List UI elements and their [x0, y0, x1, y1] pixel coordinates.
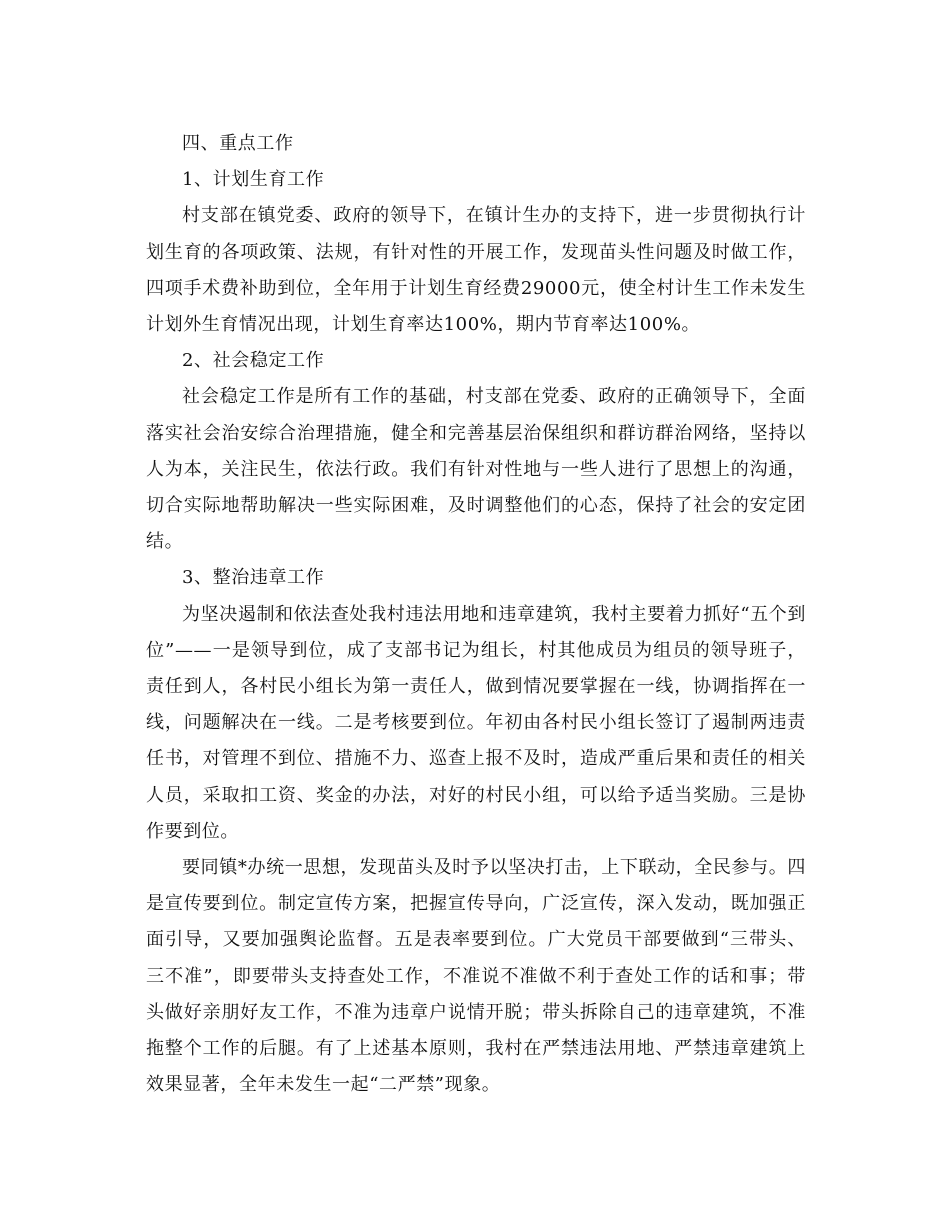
section-heading-key-work: 四、重点工作 [182, 133, 294, 154]
paragraph-five-in-place: 为坚决遏制和依法查处我村违法用地和违章建筑，我村主要着力抓好“五个到位”——一是领导到位，成了支部书记为组长，村其他成员为组员的领导班子，责任到人，各村民小组长为第一责任人，做到情况要掌握在一线，协调指挥在一线，问题解决在一线。二是考核要到位。年初由各村民小组长签订了遏制两违责任书，对管理不到位、措施不力、巡查上报不及时，造成严重后果和责任的相关人员，采取扣工资、奖金的办法，对好的村民小组，可以给予适当奖励。三是协作要到位。 [146, 603, 806, 842]
paragraph-unified-thinking: 要同镇*办统一思想，发现苗头及时予以坚决打击，上下联动，全民参与。四是宣传要到位。制定宣传方案，把握宣传导向，广泛宣传，深入发动，既加强正面引导，又要加强舆论监督。五是表率要到位。广大党员干部要做到“三带头、三不准”，即要带头支持查处工作，不准说不准做不利于查处工作的话和事；带头做好亲朋好友工作，不准为违章户说情开脱；带头拆除自己的违章建筑，不准拖整个工作的后腿。有了上述基本原则，我村在严禁违法用地、严禁违章建筑上效果显著，全年未发生一起“二严禁”现象。 [146, 857, 806, 1096]
subheading-family-planning: 1、计划生育工作 [182, 169, 325, 191]
document-body [146, 126, 806, 1103]
paragraph-social-stability: 社会稳定工作是所有工作的基础，村支部在党委、政府的正确领导下，全面落实社会治安综合治理措施，健全和完善基层治保组织和群访群治网络，坚持以人为本，关注民生，依法行政。我们有针对性地与一些人进行了思想上的沟通，切合实际地帮助解决一些实际困难，及时调整他们的心态，保持了社会的安定团结。 [146, 386, 806, 553]
paragraph-family-planning: 村支部在镇党委、政府的领导下，在镇计生办的支持下，进一步贯彻执行计划生育的各项政策、法规，有针对性的开展工作，发现苗头性问题及时做工作，四项手术费补助到位，全年用于计划生育经费29000元，使全村计生工作未发生计划外生育情况出现，计划生育率达100%，期内节育率达100%。 [146, 205, 806, 336]
subheading-social-stability: 2、社会稳定工作 [182, 350, 325, 372]
subheading-illegal-construction: 3、整治违章工作 [182, 567, 325, 589]
